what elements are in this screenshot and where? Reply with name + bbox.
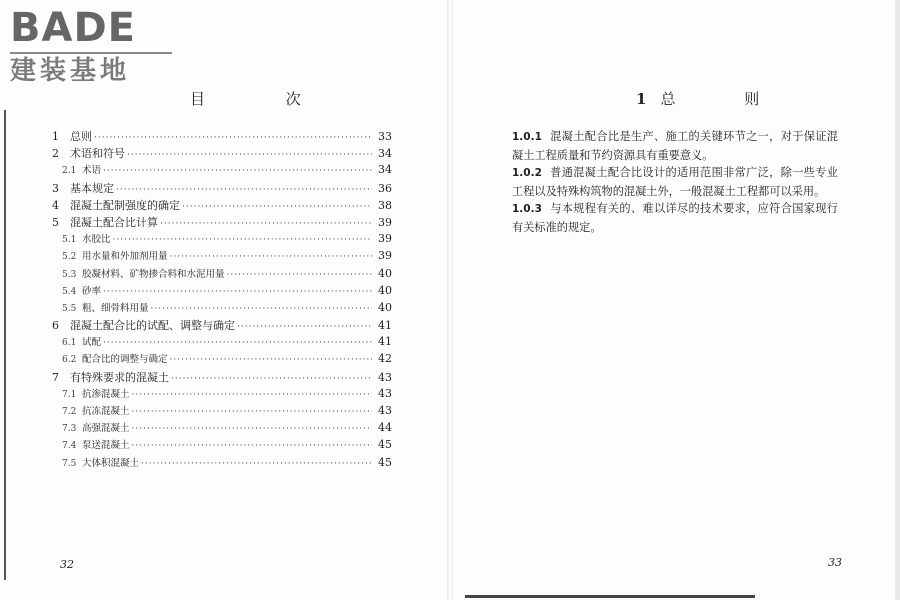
toc-entry-page: 40 [378, 266, 392, 280]
toc-entry [52, 162, 392, 179]
toc-entry-page: 34 [378, 163, 392, 177]
toc-entry-label: 抗渗混凝土 [82, 388, 130, 400]
toc-leader-dots [132, 441, 372, 451]
toc-entry-number: 2 [52, 147, 59, 161]
toc-entry-label: 混凝土配合比的试配、调整与确定 [70, 319, 235, 333]
clause-paragraph [512, 200, 838, 236]
clause-text: 混凝土配合比是生产、施工的关键环节之一，对于保证混凝土工程质量和节约资源具有重要意义。 [512, 130, 838, 162]
toc-leader-dots [103, 287, 372, 297]
toc-entry [52, 180, 392, 197]
toc-entry-label: 泵送混凝土 [82, 440, 130, 452]
toc-entry-page: 34 [378, 147, 392, 161]
toc-entry-label: 基本规定 [70, 181, 114, 195]
toc-leader-dots [132, 424, 372, 434]
clause-number: 1.0.3 [512, 203, 542, 216]
toc-entry-page: 39 [378, 232, 392, 246]
toc-entry-label: 粗、细骨料用量 [82, 302, 149, 314]
toc-entry-number: 5.5 [62, 303, 77, 314]
right-page-edge [895, 0, 900, 600]
chapter-title: 总 则 [660, 90, 786, 108]
toc-entry-page: 39 [378, 249, 392, 263]
logo-rule [10, 52, 172, 54]
toc-entry-label: 配合比的调整与确定 [82, 354, 168, 366]
toc-entry [52, 317, 392, 334]
toc-entry-number: 7.3 [62, 424, 77, 435]
clause-text: 与本规程有关的、难以详尽的技术要求，应符合国家现行有关标准的规定。 [512, 202, 838, 234]
toc-entry-label: 混凝土配制强度的确定 [70, 198, 180, 212]
toc-entry [52, 420, 392, 437]
toc-entry-number: 5.4 [62, 286, 77, 297]
toc-entry [52, 437, 392, 454]
toc-entry [52, 300, 392, 317]
toc-entry-label: 大体积混凝土 [82, 457, 140, 469]
clause-list [512, 128, 838, 237]
toc-entry-number: 6 [52, 319, 59, 333]
toc-entry-page: 41 [378, 319, 392, 333]
toc-entry-label: 混凝土配合比计算 [70, 215, 158, 229]
clause-number: 1.0.2 [512, 167, 542, 180]
toc-leader-dots [116, 185, 372, 195]
toc-entry-number: 5.3 [62, 269, 77, 280]
toc-entry [52, 231, 392, 248]
toc-leader-dots [151, 304, 372, 314]
toc-entry-label: 抗冻混凝土 [82, 406, 130, 417]
toc-entry-label: 有特殊要求的混凝土 [70, 370, 169, 384]
toc-entry [52, 351, 392, 368]
toc-entry-number: 6.1 [62, 338, 77, 349]
right-page-number: 33 [828, 556, 842, 569]
toc-entry-page: 45 [378, 438, 392, 452]
toc-entry-label: 试配 [82, 337, 102, 349]
toc-leader-dots [171, 374, 372, 384]
toc-entry [52, 403, 392, 420]
toc-entry-page: 45 [378, 455, 392, 469]
toc-entry-page: 41 [378, 335, 392, 349]
clause-number: 1.0.1 [512, 131, 542, 143]
toc-entry-label: 水胶比 [82, 234, 111, 246]
toc-entry-page: 40 [378, 283, 392, 297]
toc-entry-number: 7 [52, 370, 59, 384]
toc-entry-page: 40 [378, 300, 392, 314]
toc-entry [52, 197, 392, 214]
toc-entry-number: 5 [52, 215, 59, 229]
chapter-heading [636, 88, 785, 109]
left-page-number: 32 [60, 558, 74, 571]
bade-logo [10, 6, 136, 86]
toc-leader-dots [127, 150, 372, 160]
toc-entry-number: 7.1 [62, 389, 77, 400]
toc-entry [52, 266, 392, 283]
toc-entry-label: 砂率 [82, 285, 102, 297]
clause-paragraph [512, 128, 838, 164]
toc-leader-dots [170, 355, 372, 365]
toc-entry [52, 248, 392, 265]
toc-leader-dots [160, 219, 372, 229]
logo-latin-text: BADE [10, 5, 136, 51]
chapter-number: 1 [636, 90, 647, 108]
toc-entry-number: 3 [52, 181, 59, 195]
toc-entry-page: 43 [378, 404, 392, 417]
toc-entry-number: 4 [52, 198, 59, 212]
toc-leader-dots [237, 322, 372, 332]
toc-entry [52, 455, 392, 472]
toc-entry-label: 术语 [82, 165, 102, 177]
toc-entry-page: 38 [378, 198, 392, 212]
toc-leader-dots [182, 202, 372, 212]
toc-entry-page: 43 [378, 370, 392, 384]
toc-entry-page: 43 [378, 386, 392, 400]
toc-entry-number: 1 [52, 130, 59, 143]
clause-paragraph [512, 164, 838, 200]
toc-leader-dots [170, 252, 372, 262]
toc-entry-number: 7.4 [62, 441, 77, 452]
toc-entry [52, 369, 392, 386]
toc-leader-dots [103, 338, 372, 348]
toc-entry-page: 36 [378, 181, 392, 195]
toc-entry-page: 33 [378, 130, 392, 143]
logo-chinese-text: 建装基地 [10, 56, 131, 86]
toc-entry-number: 7.5 [62, 458, 77, 469]
toc-entry-label: 胶凝材料、矿物掺合料和水泥用量 [82, 268, 225, 280]
toc-leader-dots [132, 390, 372, 400]
page-edge-shadow [4, 110, 6, 580]
toc-entry-number: 5.1 [62, 235, 77, 246]
toc-entry [52, 386, 392, 403]
toc-leader-dots [132, 407, 372, 417]
toc-entry-number: 7.2 [62, 407, 77, 417]
toc-leader-dots [94, 133, 372, 143]
toc-entry-page: 42 [378, 352, 392, 366]
toc-entry [52, 283, 392, 300]
toc-leader-dots [103, 166, 372, 176]
toc-entry [52, 334, 392, 351]
toc-entry-number: 2.1 [62, 166, 77, 177]
toc-leader-dots [113, 235, 372, 245]
toc-entry-number: 5.2 [62, 252, 77, 263]
toc-entry-label: 高强混凝土 [82, 423, 130, 435]
toc-entry [52, 128, 392, 145]
table-of-contents [52, 128, 392, 472]
toc-entry-label: 用水量和外加剂用量 [82, 251, 168, 263]
toc-title: 目 次 [190, 90, 339, 108]
toc-entry-label: 术语和符号 [70, 147, 125, 161]
toc-entry-page: 39 [378, 215, 392, 229]
toc-entry [52, 214, 392, 231]
toc-leader-dots [141, 459, 372, 469]
page-bottom-edge [465, 595, 755, 598]
toc-entry-page: 44 [378, 421, 392, 435]
toc-leader-dots [227, 270, 372, 280]
toc-entry-number: 6.2 [62, 355, 77, 366]
clause-text: 普通混凝土配合比设计的适用范围非常广泛，除一些专业工程以及特殊构筑物的混凝土外，一般混凝土工程都可以采用。 [512, 166, 838, 198]
toc-entry [52, 145, 392, 162]
toc-entry-label: 总则 [70, 130, 92, 143]
